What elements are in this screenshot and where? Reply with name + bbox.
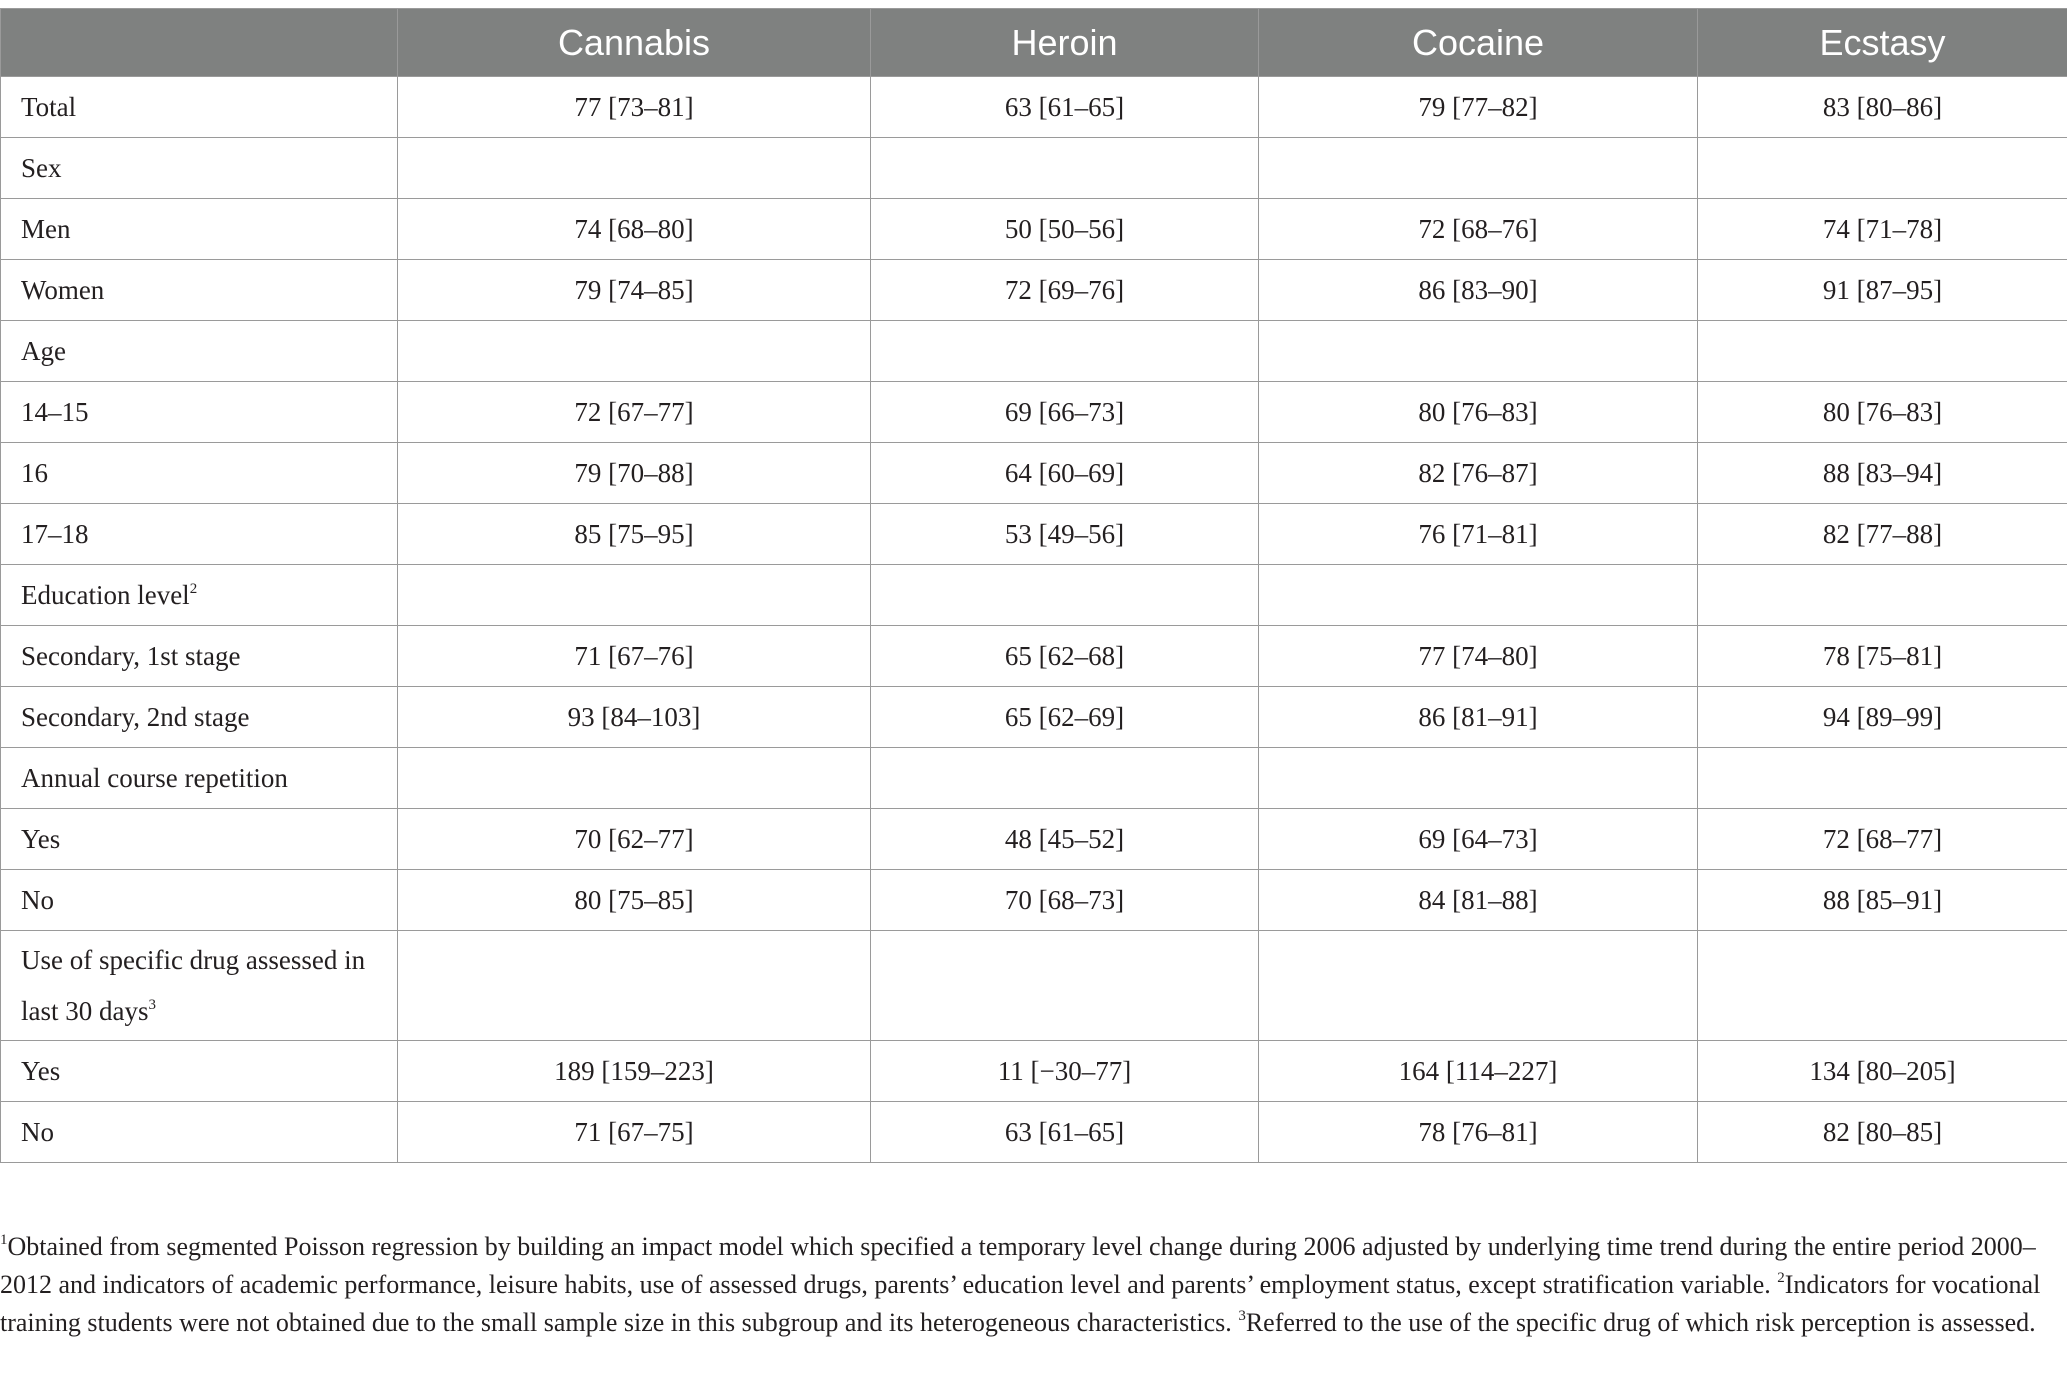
row-label-text: 14–15 (21, 396, 89, 427)
table-cell: 70 [68–73] (871, 870, 1259, 931)
row-label (1, 931, 398, 1041)
table-row (1, 565, 2067, 626)
row-label (1, 870, 398, 931)
row-label-text: Yes (21, 1055, 61, 1086)
data-table (0, 8, 2067, 1163)
table-cell (1698, 321, 2067, 382)
table-cell: 83 [80–86] (1698, 77, 2067, 138)
table-cell: 86 [83–90] (1259, 260, 1698, 321)
table-cell: 72 [67–77] (398, 382, 871, 443)
table-cell: 84 [81–88] (1259, 870, 1698, 931)
row-label-text: No (21, 884, 54, 915)
table-cell: 82 [77–88] (1698, 504, 2067, 565)
table-cell: 79 [74–85] (398, 260, 871, 321)
column-header (1, 9, 398, 77)
table-cell: 77 [74–80] (1259, 626, 1698, 687)
table-row (1, 1102, 2067, 1163)
table-row (1, 748, 2067, 809)
table-row (1, 382, 2067, 443)
table-row (1, 321, 2067, 382)
table-cell (398, 138, 871, 199)
row-label (1, 565, 398, 626)
table-cell (1259, 321, 1698, 382)
footnote-marker: 1 (0, 1232, 8, 1248)
row-label-text: Education level (21, 579, 190, 610)
table-cell: 80 [76–83] (1259, 382, 1698, 443)
table-cell: 91 [87–95] (1698, 260, 2067, 321)
table-cell: 69 [66–73] (871, 382, 1259, 443)
row-label (1, 443, 398, 504)
row-label (1, 77, 398, 138)
table-cell (1259, 565, 1698, 626)
table-cell (871, 321, 1259, 382)
table-cell (871, 931, 1259, 1041)
row-label (1, 1102, 398, 1163)
table-cell: 48 [45–52] (871, 809, 1259, 870)
footnote-marker: 3 (1238, 1308, 1246, 1324)
table-cell: 72 [68–77] (1698, 809, 2067, 870)
footnote-text: Indicators for vocational training students were not obtained due to the small sample size in this subgroup and its heterogeneous characteristics. (0, 1270, 2041, 1337)
table-cell: 53 [49–56] (871, 504, 1259, 565)
row-label-text: 17–18 (21, 518, 89, 549)
table-cell: 50 [50–56] (871, 199, 1259, 260)
table-row (1, 687, 2067, 748)
footnote-marker: 2 (189, 580, 198, 597)
table-cell: 74 [68–80] (398, 199, 871, 260)
table-cell: 72 [68–76] (1259, 199, 1698, 260)
table-cell: 71 [67–75] (398, 1102, 871, 1163)
row-label-text: Men (21, 213, 71, 244)
table-cell (871, 565, 1259, 626)
table-row (1, 1041, 2067, 1102)
table-cell: 74 [71–78] (1698, 199, 2067, 260)
table-row (1, 504, 2067, 565)
row-label-text: 16 (21, 457, 48, 488)
table-cell: 164 [114–227] (1259, 1041, 1698, 1102)
table-cell (1259, 931, 1698, 1041)
table-row (1, 77, 2067, 138)
table-cell: 93 [84–103] (398, 687, 871, 748)
row-label (1, 687, 398, 748)
table-cell: 65 [62–69] (871, 687, 1259, 748)
table-cell: 82 [76–87] (1259, 443, 1698, 504)
table-cell (1698, 565, 2067, 626)
row-label-text: Secondary, 1st stage (21, 640, 241, 671)
column-header: Cocaine (1259, 9, 1698, 77)
column-header: Heroin (871, 9, 1259, 77)
table-cell (1698, 931, 2067, 1041)
table-cell (1259, 748, 1698, 809)
table-cell: 82 [80–85] (1698, 1102, 2067, 1163)
footnote-text: Obtained from segmented Poisson regression by building an impact model which specified a temporary level change during 2006 adjusted by underlying time trend during the entire period 2000–2012 and indicators of academic performance, leisure habits, use of assessed drugs, parents’ education level and parents’ employment status, except stratification variable. (0, 1232, 2036, 1299)
table-cell: 65 [62–68] (871, 626, 1259, 687)
table-cell: 77 [73–81] (398, 77, 871, 138)
row-label-text: Annual course repetition (21, 762, 288, 793)
table-cell: 64 [60–69] (871, 443, 1259, 504)
table-cell (398, 565, 871, 626)
table-cell: 11 [−30–77] (871, 1041, 1259, 1102)
table-cell (1698, 138, 2067, 199)
row-label (1, 1041, 398, 1102)
row-label-text: Sex (21, 152, 62, 183)
table-cell: 71 [67–76] (398, 626, 871, 687)
column-header: Cannabis (398, 9, 871, 77)
header-row (1, 9, 2067, 77)
row-label (1, 321, 398, 382)
footnote-marker: 2 (1777, 1270, 1785, 1286)
table-row (1, 626, 2067, 687)
row-label-text: Total (21, 91, 77, 122)
table-cell (398, 931, 871, 1041)
table-cell (871, 138, 1259, 199)
table-cell: 78 [76–81] (1259, 1102, 1698, 1163)
table-row (1, 931, 2067, 1041)
table-cell: 134 [80–205] (1698, 1041, 2067, 1102)
table-cell: 70 [62–77] (398, 809, 871, 870)
table-cell: 80 [75–85] (398, 870, 871, 931)
row-label-text: No (21, 1116, 54, 1147)
row-label (1, 199, 398, 260)
table-cell: 76 [71–81] (1259, 504, 1698, 565)
table-cell (1698, 748, 2067, 809)
table-cell: 189 [159–223] (398, 1041, 871, 1102)
row-label-text: Secondary, 2nd stage (21, 701, 250, 732)
table-cell: 80 [76–83] (1698, 382, 2067, 443)
table-cell: 79 [70–88] (398, 443, 871, 504)
table-cell: 72 [69–76] (871, 260, 1259, 321)
table-row (1, 443, 2067, 504)
row-label-text: Age (21, 335, 66, 366)
table-cell: 78 [75–81] (1698, 626, 2067, 687)
footnote-marker: 3 (148, 996, 156, 1013)
table-row (1, 870, 2067, 931)
table-cell: 69 [64–73] (1259, 809, 1698, 870)
footnote-text: Referred to the use of the specific drug of which risk perception is assessed. (1245, 1308, 2036, 1337)
row-label (1, 748, 398, 809)
table-row (1, 260, 2067, 321)
table-row (1, 138, 2067, 199)
row-label (1, 626, 398, 687)
table-cell (398, 748, 871, 809)
table-cell: 63 [61–65] (871, 77, 1259, 138)
table-cell: 94 [89–99] (1698, 687, 2067, 748)
table-cell: 79 [77–82] (1259, 77, 1698, 138)
row-label (1, 138, 398, 199)
row-label-text: Use of specific drug assessed in last 30 days (21, 944, 366, 1026)
row-label-text: Women (21, 274, 105, 305)
table-cell: 86 [81–91] (1259, 687, 1698, 748)
row-label (1, 382, 398, 443)
row-label (1, 809, 398, 870)
table-cell: 88 [85–91] (1698, 870, 2067, 931)
table-cell (1259, 138, 1698, 199)
table-cell (871, 748, 1259, 809)
table-cell: 88 [83–94] (1698, 443, 2067, 504)
table-row (1, 199, 2067, 260)
footnotes (0, 1228, 2050, 1342)
row-label-text: Yes (21, 823, 61, 854)
row-label (1, 504, 398, 565)
table-cell: 63 [61–65] (871, 1102, 1259, 1163)
table-cell: 85 [75–95] (398, 504, 871, 565)
column-header: Ecstasy (1698, 9, 2067, 77)
table-body (1, 77, 2067, 1163)
row-label (1, 260, 398, 321)
table-cell (398, 321, 871, 382)
table-row (1, 809, 2067, 870)
